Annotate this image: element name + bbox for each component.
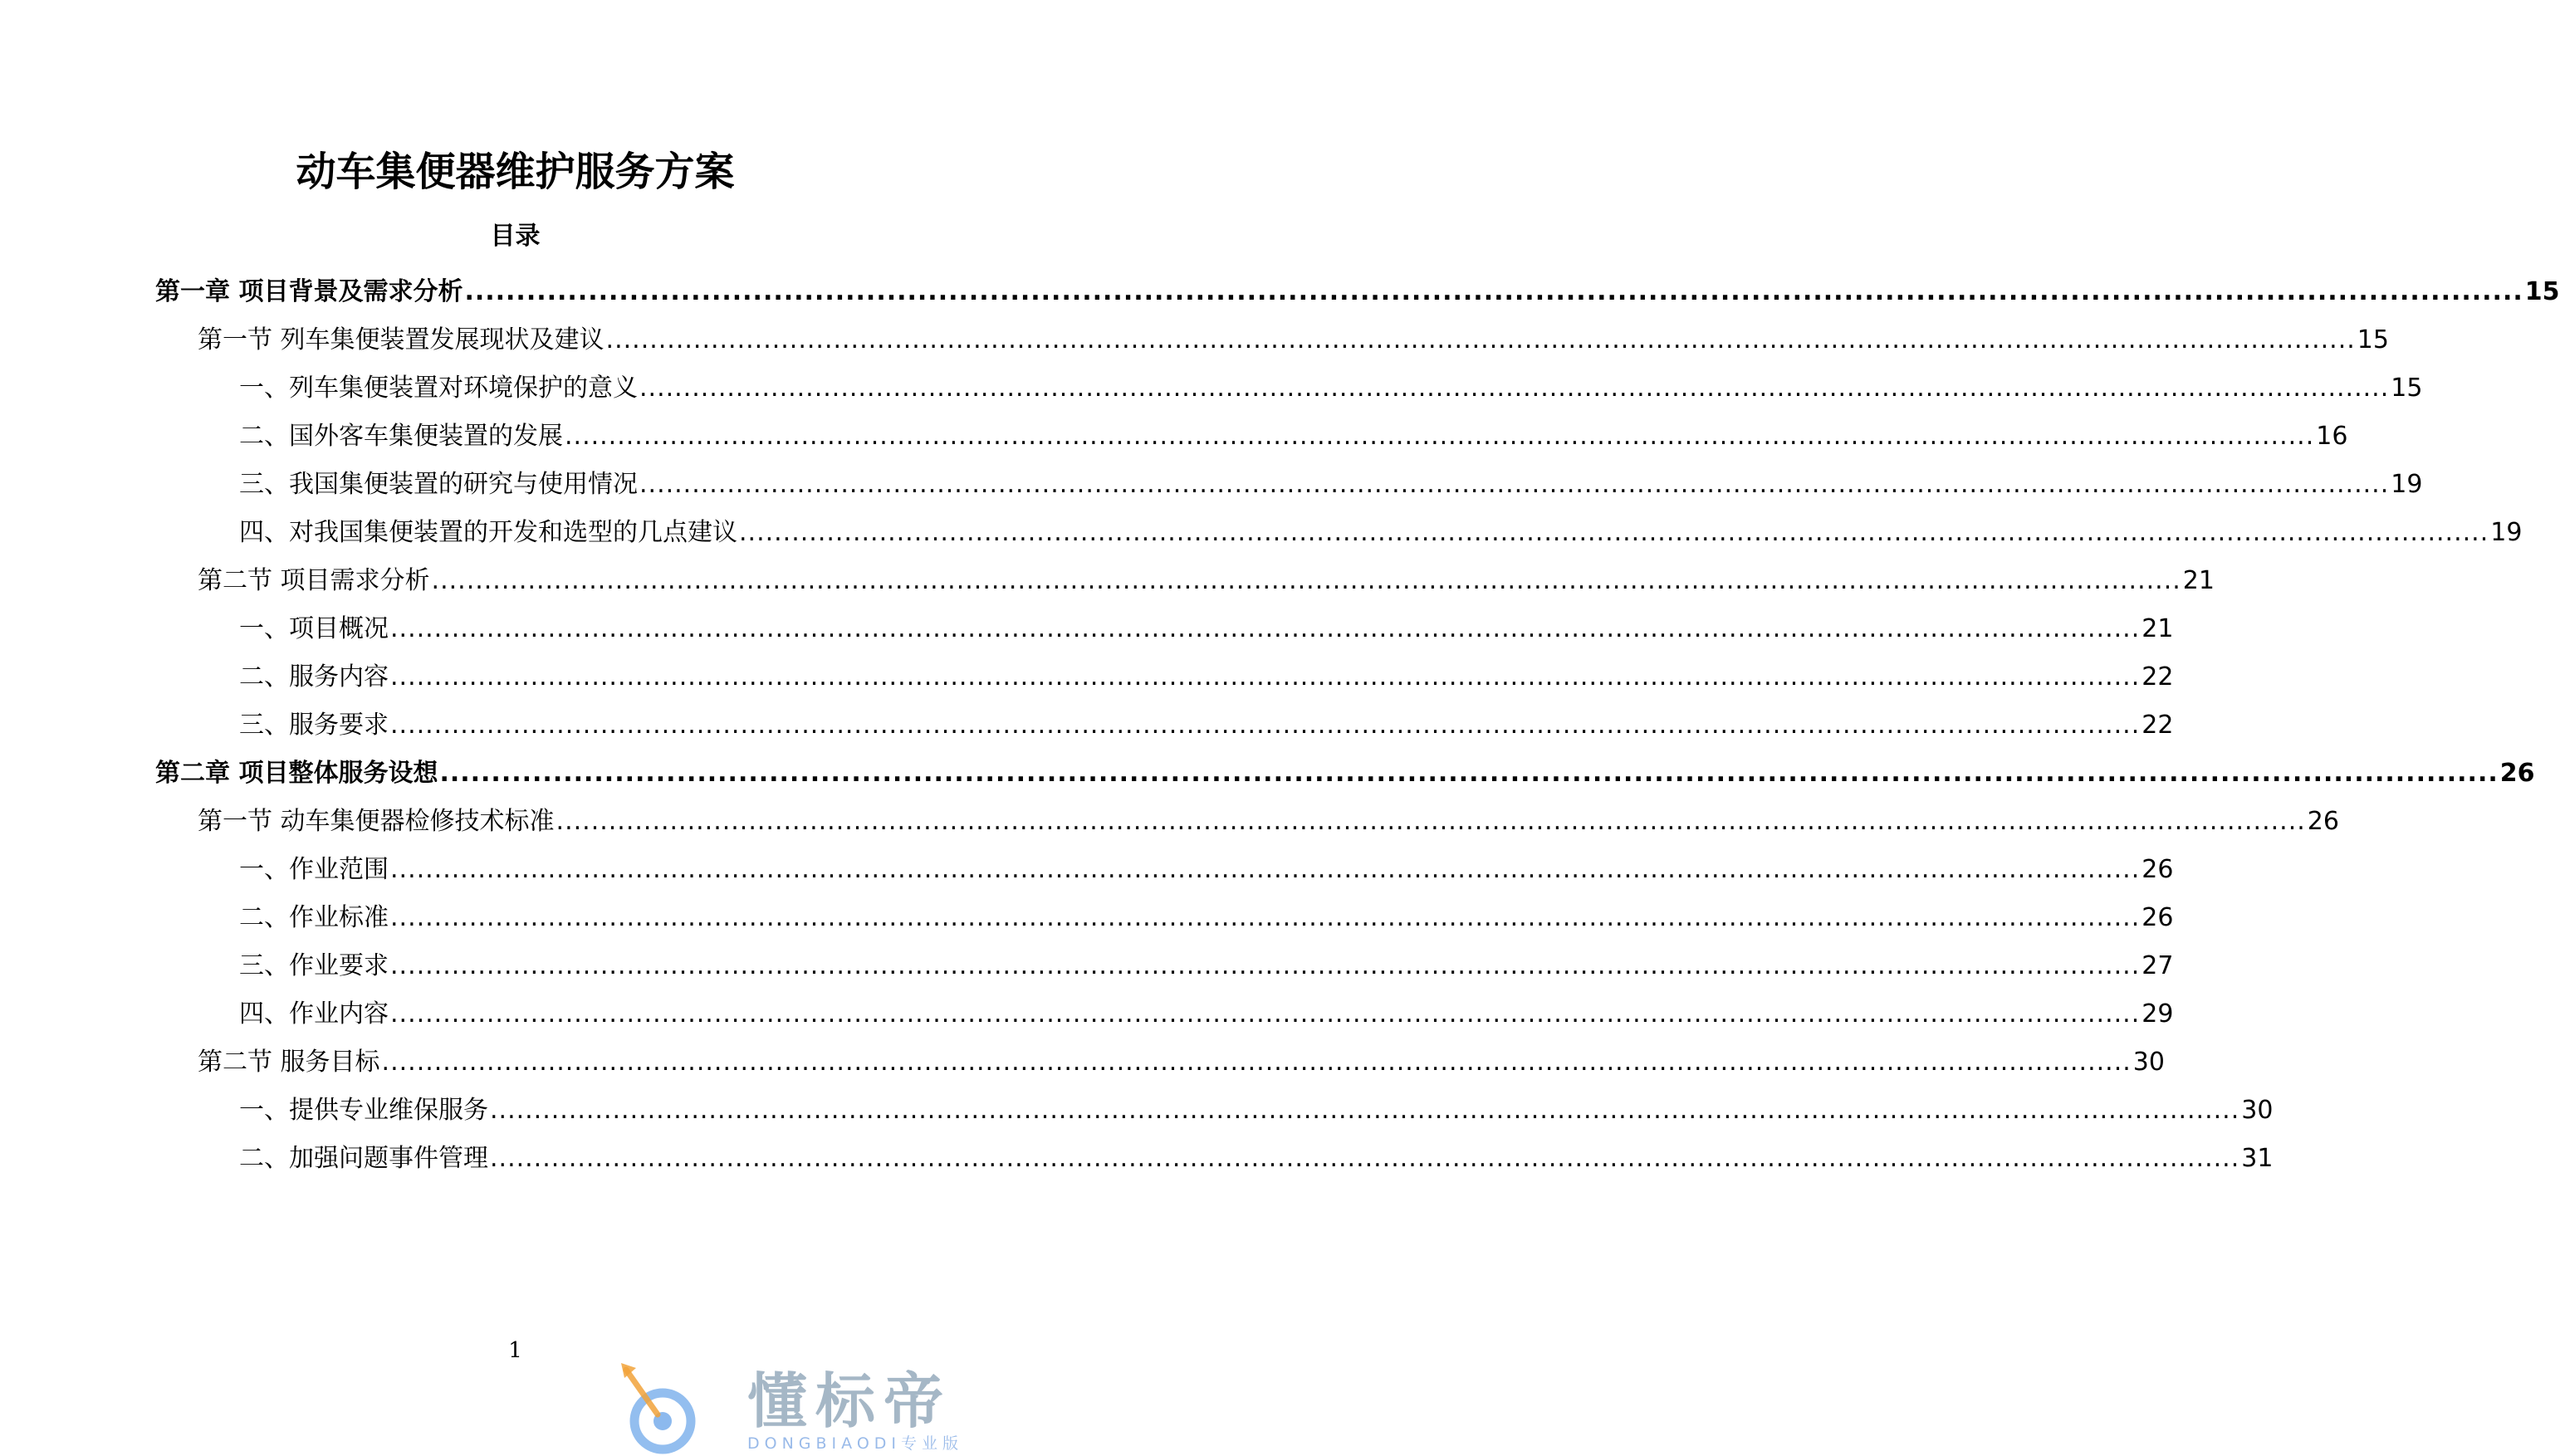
toc-entry[interactable] bbox=[198, 1038, 2165, 1079]
toc-leader-dots: ........................................................................................................................................................................................................ bbox=[381, 1048, 2132, 1077]
toc-leader-dots: ........................................................................................................................................................................................................ bbox=[639, 374, 2390, 403]
toc-entry[interactable] bbox=[239, 989, 2174, 1031]
toc-leader-dots: ........................................................................................................................................................................................................ bbox=[390, 855, 2141, 884]
toc-entry-label: 一、列车集便装置对环境保护的意义 bbox=[239, 374, 638, 403]
toc-leader-dots: ........................................................................................................................................................................................................ bbox=[439, 759, 2499, 788]
toc-leader-dots: ........................................................................................................................................................................................................ bbox=[556, 807, 2306, 836]
toc-entry-label: 二、作业标准 bbox=[239, 903, 389, 932]
toc-entry[interactable] bbox=[239, 845, 2174, 887]
toc-entry-label: 二、国外客车集便装置的发展 bbox=[239, 422, 563, 451]
watermark-logo bbox=[614, 1361, 1013, 1453]
toc-entry-label: 一、项目概况 bbox=[239, 614, 389, 643]
toc-leader-dots: ........................................................................................................................................................................................................ bbox=[490, 1096, 2240, 1125]
toc-entry-label: 第二章 项目整体服务设想 bbox=[155, 759, 438, 788]
toc-leader-dots: ........................................................................................................................................................................................................ bbox=[390, 711, 2141, 740]
toc-leader-dots: ........................................................................................................................................................................................................ bbox=[490, 1144, 2240, 1173]
toc-leader-dots: ........................................................................................................................................................................................................ bbox=[390, 903, 2141, 932]
toc-entry-label: 第二节 项目需求分析 bbox=[198, 566, 430, 595]
toc-entry-label: 第二节 服务目标 bbox=[198, 1048, 380, 1077]
toc-entry-page: 26 bbox=[2141, 903, 2174, 932]
toc-entry-page: 27 bbox=[2141, 951, 2174, 980]
toc-entry[interactable] bbox=[198, 556, 2215, 598]
toc-leader-dots: ........................................................................................................................................................................................................ bbox=[739, 518, 2489, 547]
toc-entry[interactable] bbox=[198, 797, 2339, 838]
toc-entry-label: 四、对我国集便装置的开发和选型的几点建议 bbox=[239, 518, 737, 547]
toc-entry[interactable] bbox=[239, 412, 2348, 453]
toc-entry-page: 19 bbox=[2490, 518, 2523, 547]
toc-leader-dots: ........................................................................................................................................................................................................ bbox=[605, 325, 2356, 354]
toc-leader-dots: ........................................................................................................................................................................................................ bbox=[565, 422, 2315, 451]
toc-heading: 目录 bbox=[490, 222, 541, 251]
watermark-brand-name: 懂标帝 bbox=[747, 1366, 952, 1436]
toc-leader-dots: ........................................................................................................................................................................................................ bbox=[464, 277, 2523, 306]
toc-entry-page: 15 bbox=[2524, 277, 2560, 306]
toc-entry-page: 26 bbox=[2307, 807, 2339, 836]
page-number: 1 bbox=[508, 1338, 522, 1363]
toc-entry-page: 15 bbox=[2357, 325, 2389, 354]
toc-entry[interactable] bbox=[239, 1086, 2274, 1127]
toc-entry[interactable] bbox=[239, 941, 2174, 983]
toc-leader-dots: ........................................................................................................................................................................................................ bbox=[390, 614, 2141, 643]
toc-leader-dots: ........................................................................................................................................................................................................ bbox=[390, 662, 2141, 691]
toc-entry[interactable] bbox=[155, 749, 2535, 790]
toc-entry-label: 第一节 列车集便装置发展现状及建议 bbox=[198, 325, 605, 354]
toc-entry[interactable] bbox=[239, 893, 2174, 935]
toc-leader-dots: ........................................................................................................................................................................................................ bbox=[431, 566, 2181, 595]
watermark-subtitle: DONGBIAODI专业版 bbox=[747, 1434, 964, 1453]
toc-entry-page: 21 bbox=[2141, 614, 2174, 643]
toc-entry[interactable] bbox=[239, 1134, 2274, 1175]
toc-entry-page: 26 bbox=[2141, 855, 2174, 884]
target-arrow-logo-icon bbox=[614, 1361, 714, 1453]
toc-entry[interactable] bbox=[239, 604, 2174, 646]
toc-entry[interactable] bbox=[239, 652, 2174, 694]
toc-entry-label: 三、服务要求 bbox=[239, 711, 389, 740]
toc-entry-label: 三、我国集便装置的研究与使用情况 bbox=[239, 470, 638, 499]
toc-entry-page: 22 bbox=[2141, 711, 2174, 740]
toc-entry-page: 31 bbox=[2241, 1144, 2274, 1173]
toc-entry-label: 二、加强问题事件管理 bbox=[239, 1144, 488, 1173]
toc-leader-dots: ........................................................................................................................................................................................................ bbox=[390, 999, 2141, 1028]
toc-leader-dots: ........................................................................................................................................................................................................ bbox=[390, 951, 2141, 980]
toc-leader-dots: ........................................................................................................................................................................................................ bbox=[639, 470, 2390, 499]
toc-entry-page: 15 bbox=[2391, 374, 2423, 403]
toc-entry-label: 第一节 动车集便器检修技术标准 bbox=[198, 807, 555, 836]
toc-entry-page: 22 bbox=[2141, 662, 2174, 691]
toc-entry-page: 29 bbox=[2141, 999, 2174, 1028]
toc-entry-page: 30 bbox=[2241, 1096, 2274, 1125]
toc-entry-label: 三、作业要求 bbox=[239, 951, 389, 980]
toc-entry[interactable] bbox=[239, 460, 2423, 501]
toc-entry[interactable] bbox=[155, 267, 2560, 309]
toc-entry[interactable] bbox=[239, 508, 2523, 550]
toc-entry-label: 一、作业范围 bbox=[239, 855, 389, 884]
toc-entry[interactable] bbox=[239, 364, 2423, 405]
toc-entry-label: 四、作业内容 bbox=[239, 999, 389, 1028]
toc-entry[interactable] bbox=[239, 701, 2174, 742]
toc-entry[interactable] bbox=[198, 315, 2389, 357]
document-title: 动车集便器维护服务方案 bbox=[296, 149, 735, 195]
toc-entry-page: 21 bbox=[2182, 566, 2215, 595]
toc-entry-page: 19 bbox=[2391, 470, 2423, 499]
toc-entry-label: 一、提供专业维保服务 bbox=[239, 1096, 488, 1125]
toc-entry-label: 二、服务内容 bbox=[239, 662, 389, 691]
toc-entry-page: 30 bbox=[2132, 1048, 2165, 1077]
toc-entry-page: 16 bbox=[2316, 422, 2348, 451]
toc-entry-label: 第一章 项目背景及需求分析 bbox=[155, 277, 463, 306]
toc-entry-page: 26 bbox=[2499, 759, 2535, 788]
